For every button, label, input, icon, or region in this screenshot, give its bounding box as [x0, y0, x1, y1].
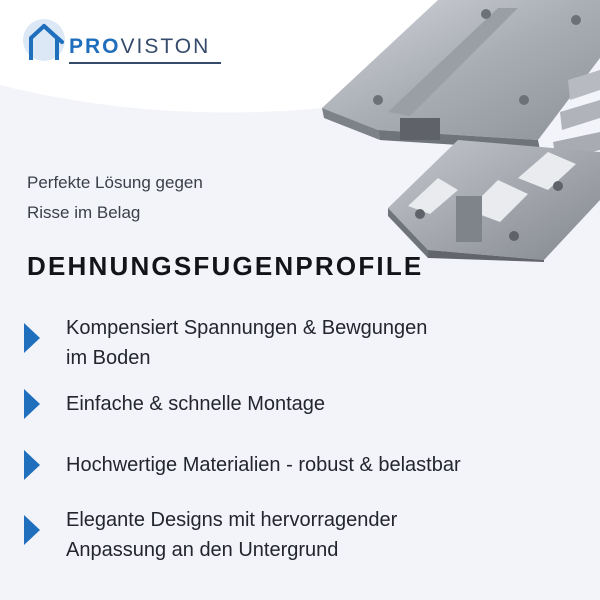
product-image: [318, 0, 600, 262]
hero-subtitle: [27, 168, 307, 228]
triangle-bullet-icon: [24, 450, 40, 480]
feature-line1: Elegante Designs mit hervorragender: [66, 509, 398, 531]
feature-line1: Einfache & schnelle Montage: [66, 393, 326, 415]
brand-logo[interactable]: [22, 16, 222, 66]
brand-name: [69, 36, 210, 58]
feature-line1: Kompensiert Spannungen & Bewgungen: [66, 317, 428, 339]
triangle-bullet-icon: [24, 389, 40, 419]
triangle-bullet-icon: [24, 515, 40, 545]
feature-text: [66, 505, 586, 565]
hero-subtitle-line2: Risse im Belag: [27, 203, 141, 222]
feature-text: [66, 313, 586, 373]
feature-text: [66, 389, 586, 419]
feature-text: [66, 450, 586, 480]
house-logo-icon: [22, 16, 66, 62]
feature-line1: Hochwertige Materialien - robust & belastbar: [66, 454, 461, 476]
hero-subtitle-line1: Perfekte Lösung gegen: [27, 173, 203, 192]
feature-line2: im Boden: [66, 347, 151, 369]
brand-name-rest: VISTON: [120, 35, 211, 58]
feature-line2: Anpassung an den Untergrund: [66, 539, 339, 561]
brand-underline: [69, 62, 221, 64]
triangle-bullet-icon: [24, 323, 40, 353]
page-title: DEHNUNGSFUGENPROFILE: [27, 251, 424, 281]
brand-name-pro: PRO: [69, 35, 121, 58]
